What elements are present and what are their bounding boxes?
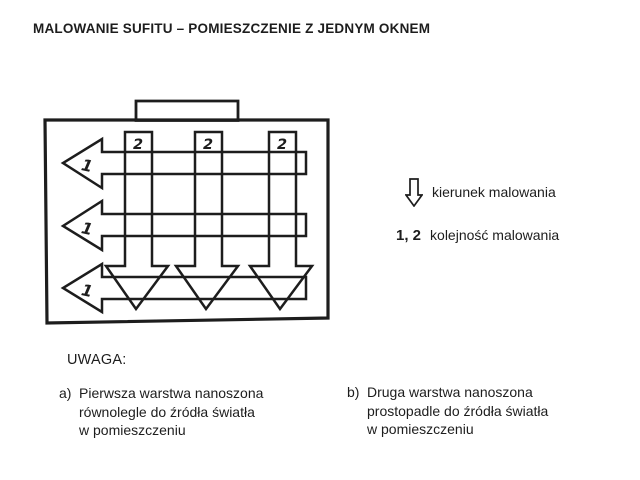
vertical-arrow-1 [106, 132, 168, 309]
ceiling-diagram [30, 95, 340, 335]
page-title: MALOWANIE SUFITU – POMIESZCZENIE Z JEDNYM OKNEM [33, 21, 431, 36]
note-b-line-3: w pomieszczeniu [367, 421, 474, 437]
legend-direction-row [405, 177, 556, 207]
note-b-line-2: prostopadle do źródła światła [367, 402, 549, 419]
note-marker-a: a) [59, 385, 72, 401]
horizontal-arrow-3 [63, 264, 306, 312]
order-label-1c: 1 [79, 280, 95, 302]
legend-order-row [396, 227, 559, 244]
notes-heading: UWAGA: [67, 352, 127, 368]
note-a-line-1: Pierwsza warstwa nanoszona [79, 385, 264, 401]
note-a-line-2: równolegle do źródła światła [79, 403, 255, 420]
order-label-2a: 2 [132, 137, 144, 153]
down-arrow-icon [405, 178, 423, 207]
order-label-2c: 2 [276, 137, 288, 153]
vertical-arrow-3 [250, 132, 312, 309]
order-label-2b: 2 [202, 137, 214, 153]
note-text-a [79, 384, 263, 440]
window-rect [136, 101, 238, 121]
note-item-a [59, 384, 263, 440]
vertical-arrow-2 [176, 132, 238, 309]
order-label-1b: 1 [79, 218, 95, 240]
note-a-line-3: w pomieszczeniu [79, 422, 186, 438]
note-b-line-1: Druga warstwa nanoszona [367, 384, 533, 400]
order-label-1a: 1 [79, 155, 95, 177]
legend-order-label: kolejność malowania [430, 227, 560, 243]
note-marker-b: b) [347, 384, 360, 400]
note-text-b [367, 383, 548, 439]
legend-order-key: 1, 2 [396, 227, 422, 244]
legend-direction-label: kierunek malowania [432, 184, 556, 200]
note-item-b [347, 383, 548, 439]
